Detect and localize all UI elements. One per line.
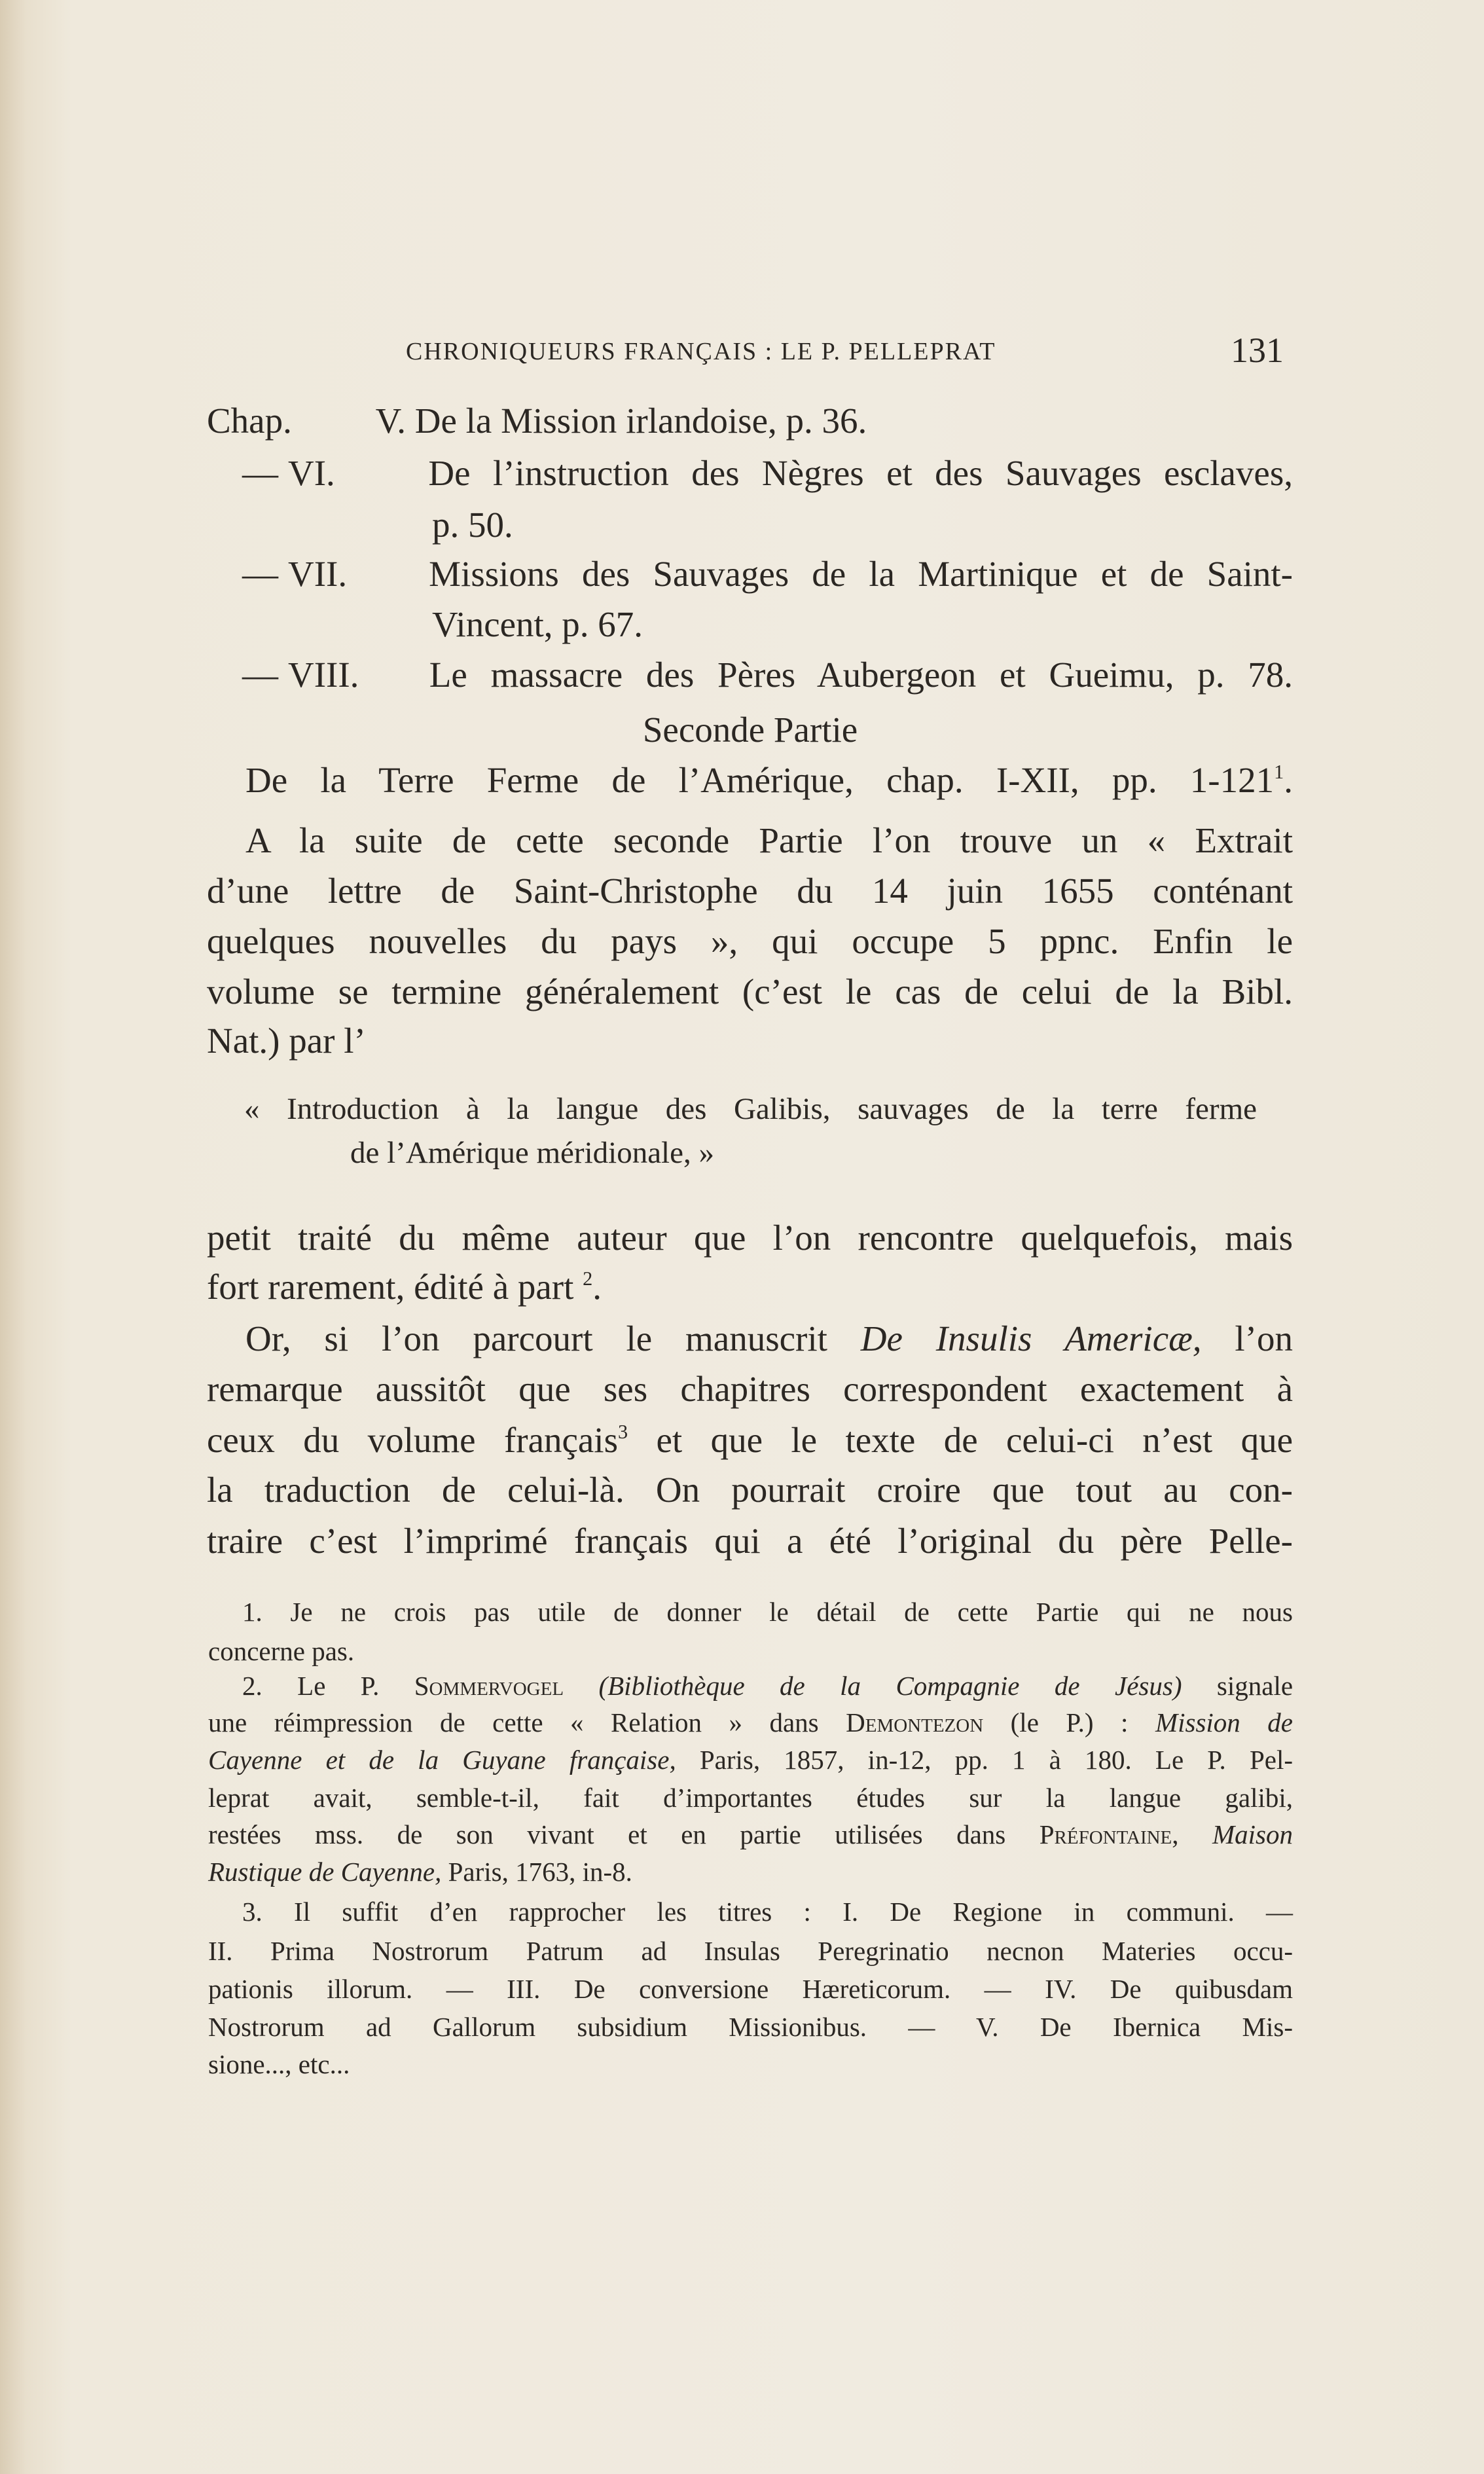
period: . [1284,760,1293,800]
text-line: volume se termine généralement (c’est le cas de celui de la Bibl. [207,972,1293,1011]
footnote-line: II. Prima Nostrorum Patrum ad Insulas Peregrinatio necnon Materies occu- [208,1936,1293,1966]
dash: — [242,554,278,594]
footnote-ref: 2 [583,1267,593,1290]
book-title: Mission de [1155,1707,1293,1737]
text: ceux du volume français [207,1420,618,1460]
text-line: quelques nouvelles du pays », qui occupe 5 ppnc. Enfin le [207,921,1293,961]
quote-line: « Introduction à la langue des Galibis, sauvages de la terre ferme [244,1092,1257,1126]
chapter-title: De la Mission irlandoise, p. 36. [414,401,867,441]
text: Paris, 1763, in-8. [448,1857,632,1887]
second-part-text: De la Terre Ferme de l’Amérique, chap. I-XII, pp. 1-121 [245,760,1275,800]
footnote-line: 3. Il suffit d’en rapprocher les titres : I. De Regione in communi. — [242,1897,1293,1927]
chapter-title-cont: Vincent, p. 67. [432,604,643,644]
footnote-line: 1. Je ne crois pas utile de donner le détail de cette Partie qui ne nous [242,1597,1293,1627]
text: 2. Le P. [242,1671,380,1701]
book-title: (Bibliothèque de la Compagnie de Jésus) [598,1671,1182,1701]
chapter-numeral: VIII. [288,655,359,695]
toc-item [288,551,1293,597]
text: Paris, 1857, in-12, pp. 1 à 180. Le P. Pel- [699,1745,1294,1775]
footnote-ref: 1 [1274,760,1284,783]
period: . [592,1267,602,1307]
book-title: Cayenne et de la Guyane française, [208,1745,676,1775]
text: signale [1216,1671,1294,1701]
footnote-line: sione..., etc... [208,2049,350,2079]
toc-item [288,652,1293,698]
text-line: la traduction de celui-là. On pourrait croire que tout au con- [207,1470,1293,1510]
text-line [207,1417,1293,1463]
dash: — [242,453,278,493]
text-line: remarque aussitôt que ses chapitres correspondent exactement à [207,1369,1293,1409]
chap-label: Chap. [207,401,292,441]
text-line [207,1264,602,1310]
author-name: Préfontaine, [1039,1819,1179,1849]
chapter-title: Le massacre des Pères Aubergeon et Gueimu, p. 78. [429,655,1293,695]
footnote-line [208,1705,1293,1740]
book-title: Maison [1212,1819,1293,1849]
text: fort rarement, édité à part [207,1267,574,1307]
footnote-line: concerne pas. [208,1636,355,1666]
text-line: A la suite de cette seconde Partie l’on trouve un « Extrait [245,820,1293,860]
text-line: petit traité du même auteur que l’on rencontre quelquefois, mais [207,1218,1293,1258]
book-title: De Insulis Americæ, [860,1319,1202,1358]
author-name: Sommervogel [414,1671,564,1701]
footnote-line [208,1742,1293,1777]
quote-line: de l’Amérique méridionale, » [350,1136,714,1170]
chapter-title: De l’instruction des Nègres et des Sauvages esclaves, [428,453,1294,493]
author-name: Demontezon [846,1707,984,1737]
text: restées mss. de son vivant et en partie utilisées dans [208,1819,1006,1849]
text: (le P.) : [1010,1707,1129,1737]
text-line [245,1316,1293,1362]
chapter-numeral: VII. [288,554,348,594]
toc-item [288,398,867,444]
chapter-numeral: V. [375,401,406,441]
text: l’on [1235,1319,1294,1358]
chapter-title: Missions des Sauvages de la Martinique et de Saint- [429,554,1293,594]
running-title: CHRONIQUEURS FRANÇAIS : LE P. PELLEPRAT [406,338,996,365]
text: une réimpression de cette « Relation » dans [208,1707,819,1737]
page-number: 131 [1231,331,1284,370]
footnote-line: leprat avait, semble-t-il, fait d’importantes études sur la langue galibi, [208,1783,1293,1813]
text-line: Nat.) par l’ [207,1021,366,1061]
section-title: Seconde Partie [642,710,858,750]
footnote-line: pationis illorum. — III. De conversione Hæreticorum. — IV. De quibusdam [208,1974,1293,2004]
toc-item [288,450,1293,496]
book-title: Rustique de Cayenne, [208,1857,442,1887]
dash: — [242,655,278,695]
second-part-line [245,757,1293,803]
footnote-line [208,1817,1293,1852]
footnote-line: Nostrorum ad Gallorum subsidium Missionibus. — V. De Ibernica Mis- [208,2012,1293,2042]
text: Or, si l’on parcourt le manuscrit [245,1319,827,1358]
footnote-line [242,1668,1293,1703]
footnote-line [208,1854,632,1889]
text: et que le texte de celui-ci n’est que [656,1420,1293,1460]
text-line: traire c’est l’imprimé français qui a été l’original du père Pelle- [207,1521,1293,1561]
chapter-numeral: VI. [288,453,335,493]
chapter-title-cont: p. 50. [432,505,513,545]
text-line: d’une lettre de Saint-Christophe du 14 juin 1655 conténant [207,871,1293,911]
footnote-ref: 3 [618,1420,628,1443]
